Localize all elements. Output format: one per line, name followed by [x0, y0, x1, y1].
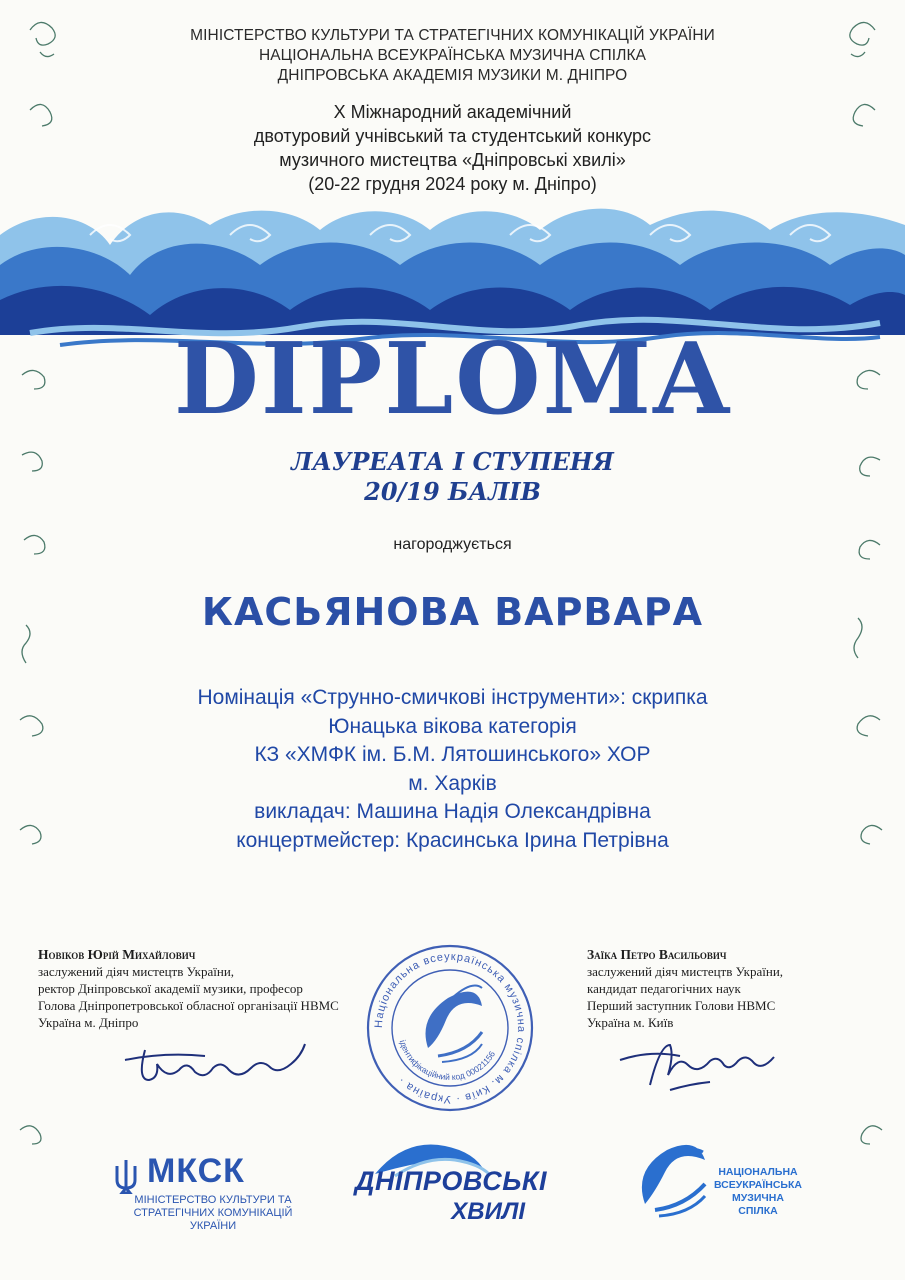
mksk-caption-line: СТРАТЕГІЧНИХ КОМУНІКАЦІЙ УКРАЇНИ: [133, 1207, 293, 1232]
header-union: НАЦІОНАЛЬНА ВСЕУКРАЇНСЬКА МУЗИЧНА СПІЛКА: [258, 47, 647, 64]
official-stamp: [360, 938, 540, 1118]
detail-age-category: Юнацька вікова категорія: [328, 714, 577, 738]
signatory-right-line: Україна м. Київ: [587, 1015, 674, 1030]
trident-icon: [113, 1158, 139, 1194]
laureate-score: 20/19 БАЛІВ: [364, 477, 541, 506]
header-academy: ДНІПРОВСЬКА АКАДЕМІЯ МУЗИКИ М. ДНІПРО: [277, 67, 628, 84]
mksk-abbr: МКСК: [147, 1152, 245, 1190]
signatory-right: [587, 946, 887, 1031]
detail-city: м. Харків: [408, 771, 497, 795]
detail-accompanist: концертмейстер: Красинська Ірина Петрівна: [236, 828, 669, 852]
recipient-name: КАСЬЯНОВА ВАРВАРА: [201, 590, 704, 634]
signatory-left-line: заслужений діяч мистецтв України,: [38, 964, 235, 979]
signatory-right-name: Заїка Петро Васильович: [587, 947, 727, 962]
signatory-left-line: Україна м. Дніпро: [38, 1015, 139, 1030]
header-ministry: МІНІСТЕРСТВО КУЛЬТУРИ ТА СТРАТЕГІЧНИХ КОМУНІКАЦІЙ УКРАЇНИ: [190, 27, 715, 44]
competition-type: двотуровий учнівський та студентський конкурс: [253, 126, 652, 146]
nvms-emblem-icon: [633, 1140, 713, 1222]
logo-dnipro-waves: [355, 1140, 547, 1235]
dnipro-waves-line2: ХВИЛІ: [451, 1198, 525, 1225]
dnipro-waves-line1: ДНІПРОВСЬКІ: [355, 1166, 547, 1196]
nvms-caption-line: МУЗИЧНА СПІЛКА: [732, 1192, 784, 1217]
awarded-text: нагороджується: [393, 536, 512, 553]
signatory-right-line: заслужений діяч мистецтв України,: [587, 964, 784, 979]
detail-teacher: викладач: Машина Надія Олександрівна: [254, 800, 651, 823]
signatory-left-name: Новіков Юрій Михайлович: [38, 947, 196, 962]
nvms-caption-line: НАЦІОНАЛЬНА: [718, 1166, 798, 1178]
signatory-left: [38, 946, 398, 1031]
competition-name: музичного мистецтва «Дніпровські хвилі»: [279, 150, 626, 170]
signatory-left-line: Голова Дніпропетровської обласної організації НВМС: [38, 998, 339, 1013]
logo-nvms: [633, 1140, 803, 1230]
mksk-caption-line: МІНІСТЕРСТВО КУЛЬТУРИ ТА: [134, 1194, 292, 1206]
nvms-caption-line: ВСЕУКРАЇНСЬКА: [714, 1179, 802, 1191]
detail-nomination: Номінація «Струнно-смичкові інструменти»: скрипка: [197, 686, 708, 709]
competition-edition: X Міжнародний академічний: [333, 102, 572, 122]
signatory-right-line: Перший заступник Голови НВМС: [587, 998, 776, 1013]
stamp-emblem: [426, 986, 483, 1062]
diploma-title: DIPLOMA: [173, 322, 732, 437]
nomination-details: [0, 684, 905, 855]
stamp-code-text: ідентифікаційний код 00021156: [397, 1038, 498, 1083]
signature-right: [610, 1030, 790, 1100]
laureate-degree: ЛАУРЕАТА І СТУПЕНЯ: [291, 447, 614, 476]
signatory-left-line: ректор Дніпровської академії музики, професор: [38, 981, 303, 996]
nvms-caption: [713, 1166, 803, 1218]
competition-dates: (20-22 грудня 2024 року м. Дніпро): [308, 174, 597, 194]
signature-left: [115, 1030, 315, 1090]
signatory-right-line: кандидат педагогічних наук: [587, 981, 741, 996]
stamp-ring-text: Національна всеукраїнська музична спілка м. Київ · Україна ·: [372, 950, 528, 1106]
detail-institution: КЗ «ХМФК ім. Б.М. Лятошинського» ХОР: [254, 743, 651, 766]
mksk-caption: [113, 1194, 313, 1233]
